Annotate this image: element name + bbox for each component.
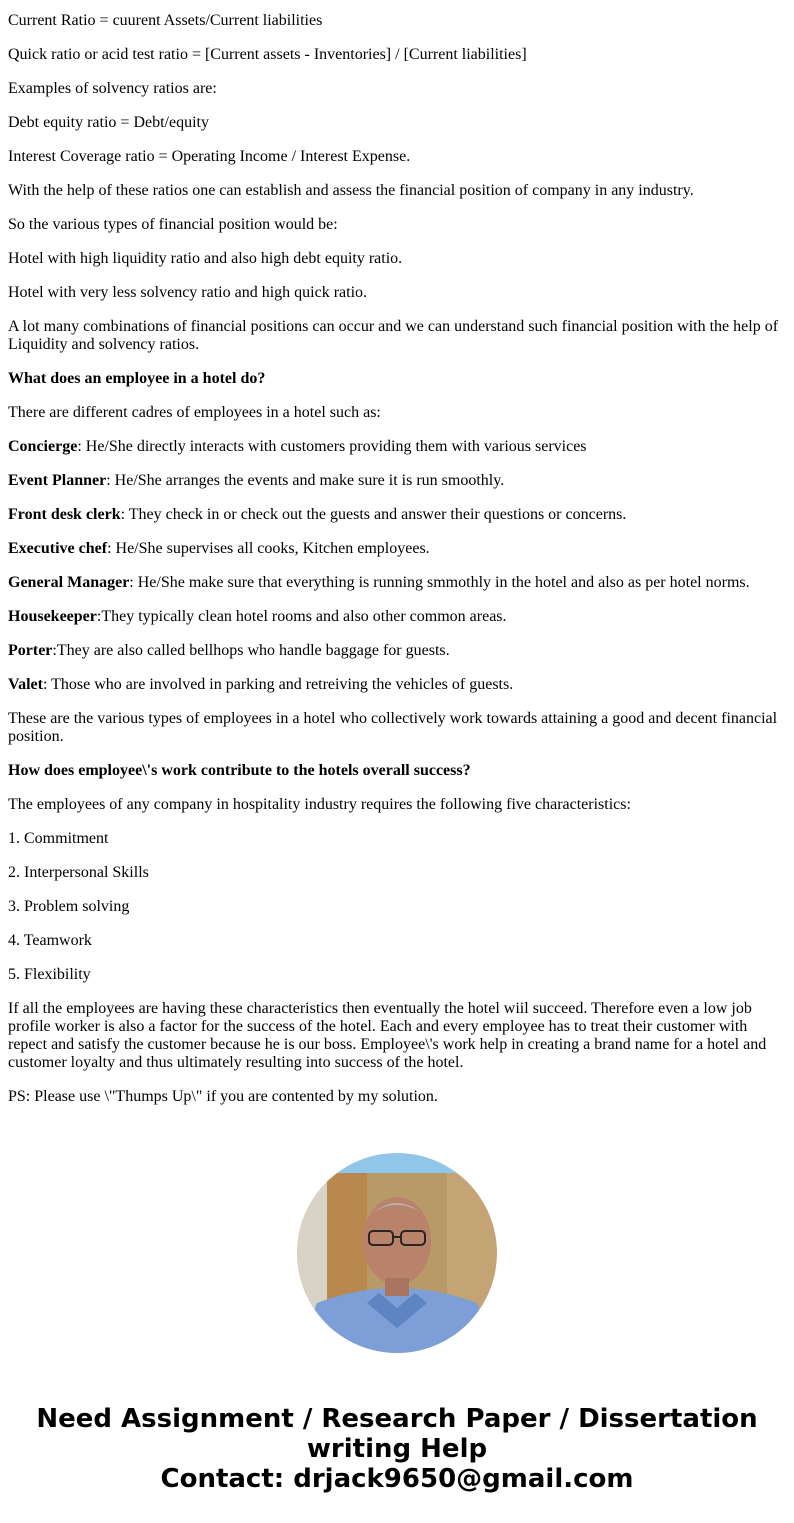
paragraph [8,46,527,64]
role-description: : He/She supervises all cooks, Kitchen employees. [107,540,430,557]
paragraph [8,1088,438,1106]
paragraph [8,80,217,98]
paragraph-text: 1. Commitment [8,830,109,847]
paragraph-text: Examples of solvency ratios are: [8,80,217,97]
paragraph-text: Hotel with very less solvency ratio and high quick ratio. [8,284,368,301]
paragraph [8,318,786,354]
role-description: : They check in or check out the guests and answer their questions or concerns. [120,506,627,523]
paragraph-text: These are the various types of employees in a hotel who collectively work towards attaining a good and decent financial position. [8,710,778,745]
paragraph-text: PS: Please use \"Thumps Up\" if you are contented by my solution. [8,1088,438,1105]
paragraph-text: The employees of any company in hospitality industry requires the following five characteristics: [8,796,631,813]
role-name: Porter [8,642,53,659]
author-photo [297,1153,497,1353]
paragraph-text: Quick ratio or acid test ratio = [Current assets - Inventories] / [Current liabilities] [8,46,527,63]
role-name: Concierge [8,438,78,455]
role-name: Front desk clerk [8,506,121,523]
paragraph-text: 4. Teamwork [8,932,92,949]
characteristic-item [8,898,129,916]
paragraph-text: Debt equity ratio = Debt/equity [8,114,209,131]
characteristic-item [8,864,149,882]
characteristic-item [8,932,92,950]
characteristic-item [8,830,108,848]
paragraph [8,12,322,30]
paragraph-text: Hotel with high liquidity ratio and also high debt equity ratio. [8,250,403,267]
paragraph-text: With the help of these ratios one can establish and assess the financial position of company in any industry. [8,182,694,199]
employee-role [8,642,450,660]
paragraph [8,796,631,814]
paragraph-text: If all the employees are having these characteristics then eventually the hotel wiil succeed. Therefore even a low job profile worker is also a factor for the success of the hotel. Each and every employee has to treat their customer with repect and satisfy the customer because he is our boss. Employee\'s work help in creating a brand name for a hotel and customer loyalty and thus ultimately resulting into success of the hotel. [8,1000,767,1071]
role-name: General Manager [8,574,130,591]
role-description: :They are also called bellhops who handle baggage for guests. [52,642,450,659]
paragraph [8,114,209,132]
paragraph-text: Interest Coverage ratio = Operating Income / Interest Expense. [8,148,411,165]
characteristic-item [8,966,91,984]
paragraph-text: There are different cadres of employees in a hotel such as: [8,404,381,421]
paragraph [8,250,402,268]
role-description: : Those who are involved in parking and retreiving the vehicles of guests. [42,676,514,693]
employee-role [8,574,750,592]
role-description: : He/She arranges the events and make sure it is run smoothly. [106,472,505,489]
paragraph-text: So the various types of financial position would be: [8,216,338,233]
paragraph [8,404,381,422]
section-heading [8,762,471,780]
paragraph-text: A lot many combinations of financial positions can occur and we can understand such financial position with the help of Liquidity and solvency ratios. [8,318,779,353]
author-avatar [297,1153,497,1353]
role-name: Executive chef [8,540,108,557]
paragraph [8,148,410,166]
role-description: : He/She make sure that everything is running smmothly in the hotel and also as per hotel norms. [129,574,750,591]
paragraph-text: 5. Flexibility [8,966,91,983]
role-description: : He/She directly interacts with customers providing them with various services [77,438,587,455]
paragraph-text: 3. Problem solving [8,898,130,915]
contact-email: Contact: drjack9650@gmail.com [160,1464,634,1494]
employee-role [8,540,430,558]
paragraph-label: What does an employee in a hotel do? [8,370,266,387]
employee-role [8,438,587,456]
employee-role [8,608,507,626]
cta-line: Need Assignment / Research Paper / Dissertation [36,1404,758,1434]
role-name: Event Planner [8,472,107,489]
role-name: Housekeeper [8,608,97,625]
employee-role [8,472,504,490]
section-heading [8,370,265,388]
paragraph-label: How does employee\'s work contribute to the hotels overall success? [8,762,471,779]
paragraph [8,710,786,746]
employee-role [8,506,626,524]
paragraph [8,216,338,234]
contact-banner [0,1404,794,1494]
role-description: :They typically clean hotel rooms and also other common areas. [96,608,507,625]
paragraph-text: 2. Interpersonal Skills [8,864,149,881]
paragraph [8,182,694,200]
cta-line: writing Help [306,1434,488,1464]
paragraph [8,1000,786,1072]
employee-role [8,676,513,694]
paragraph-text: Current Ratio = cuurent Assets/Current liabilities [8,12,323,29]
paragraph [8,284,367,302]
role-name: Valet [8,676,43,693]
